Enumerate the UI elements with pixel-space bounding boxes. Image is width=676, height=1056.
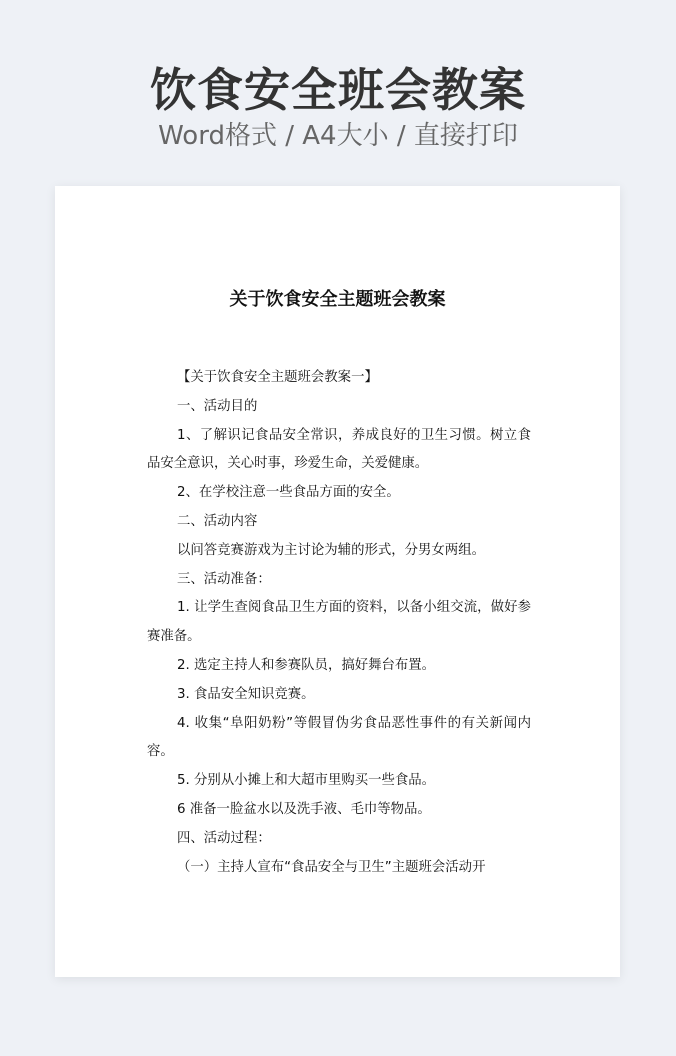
paragraph: 3. 食品安全知识竞赛。 [177, 686, 315, 702]
paragraph: 1. 让学生查阅食品卫生方面的资料，以备小组交流，做好参赛准备。 [147, 600, 531, 645]
paragraph: 三、活动准备： [177, 571, 271, 587]
document-body [147, 364, 531, 882]
paragraph: 四、活动过程： [177, 830, 271, 846]
paragraph: 二、活动内容 [177, 513, 258, 529]
paragraph: 6 准备一脸盆水以及洗手液、毛巾等物品。 [177, 801, 431, 817]
paragraph: 【关于饮食安全主题班会教案一】 [177, 370, 378, 385]
paragraph: 一、活动目的 [177, 398, 258, 414]
paragraph: （一）主持人宣布“食品安全与卫生”主题班会活动开 [177, 859, 486, 875]
paragraph: 2. 选定主持人和参赛队员，搞好舞台布置。 [177, 657, 436, 673]
document-title: 关于饮食安全主题班会教案 [229, 289, 446, 310]
banner-title: 饮食安全班会教案 [150, 63, 526, 117]
paragraph: 2、在学校注意一些食品方面的安全。 [177, 485, 400, 501]
paragraph: 以问答竞赛游戏为主讨论为辅的形式，分男女两组。 [177, 542, 485, 558]
banner-subtitle: Word格式 / A4大小 / 直接打印 [158, 121, 518, 151]
paragraph: 5. 分别从小摊上和大超市里购买一些食品。 [177, 773, 436, 789]
document-page [55, 186, 620, 977]
paragraph: 4. 收集“阜阳奶粉”等假冒伪劣食品恶性事件的有关新闻内容。 [147, 715, 531, 760]
paragraph: 1、了解识记食品安全常识，养成良好的卫生习惯。树立食品安全意识，关心时事，珍爱生命，关爱健康。 [147, 427, 531, 472]
